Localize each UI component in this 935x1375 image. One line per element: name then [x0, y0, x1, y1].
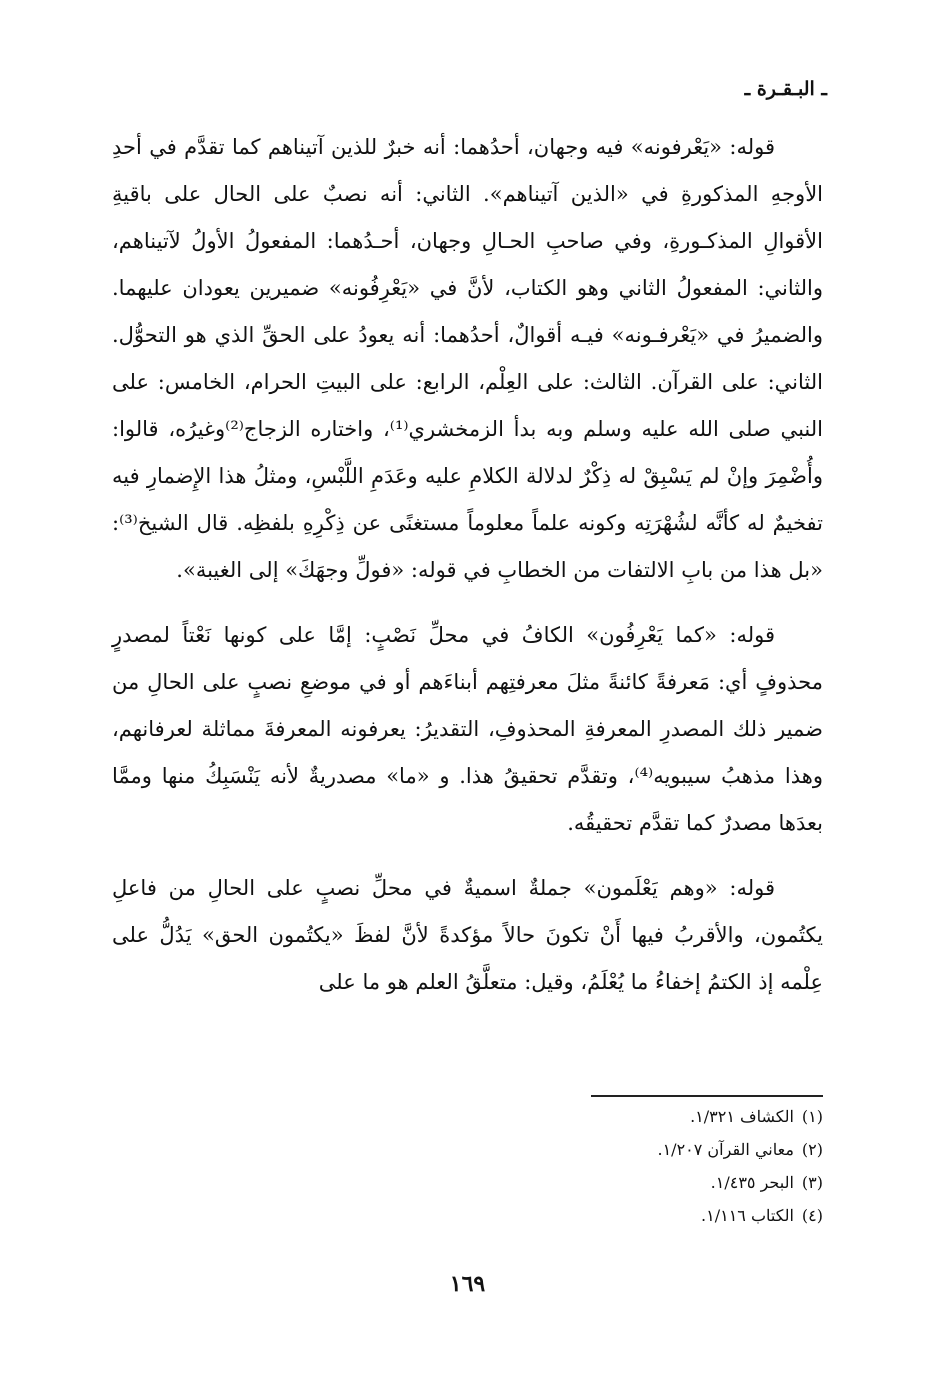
running-header: ـ البـقـرة ـ — [744, 78, 827, 100]
paragraph-1: قوله: «يَعْرفونه» فيه وجهان، أحدُهما: أنه خبرٌ للذين آتيناهم كما تقدَّم في أحدِ الأوجهِ المذكورةِ في «الذين آتيناهم». الثاني: أنه نصبٌ على الحال على باقيةِ الأقوالِ المذكـورةِ، وفي صاحبِ الحـالِ وجهان، أحـدُهما: المفعولُ الأولُ لآتيناهم، والثاني: المفعولُ الثاني وهو الكتاب، لأنَّ في «يَعْرِفُونه» ضميرين يعودان عليهما. والضميرُ في «يَعْرفـونه» فيـه أقوالٌ، أحدُهما: أنه يعودُ على الحقِّ الذي هو التحوُّل. الثاني: على القرآن. الثالث: على العِلْم، الرابع: على البيتِ الحرام، الخامس: على النبي صلى الله عليه وسلم وبه بدأ الزمخشري⁽¹⁾، واختاره الزجاج⁽²⁾وغيرُه، قالوا: وأُضْمِرَ وإنْ لم يَسْبِقْ له ذِكْرٌ لدلالة الكلامِ عليه وعَدَمِ اللَّبْسِ، ومثلُ هذا الإِضمارِ فيه تفخيمٌ له كأنَّه لشُهْرَتِه وكونه علماً معلوماً مستغنًى عن ذِكْرِهِ بلفظِه. قال الشيخ⁽³⁾: «بل هذا من بابِ الالتفات من الخطابِ في قوله: «فولِّ وجهَكَ» إلى الغيبة». — [112, 135, 823, 582]
paragraph-2: قوله: «كما يَعْرِفُون» الكافُ في محلِّ نَصْبٍ: إمَّا على كونها نَعْتاً لمصدرٍ محذوفٍ أي: مَعرفةً كائنةً مثلَ معرفتِهم أبناءَهم أو في موضعِ نصبٍ على الحالِ من ضمير ذلك المصدرِ المعرفةِ المحذوفِ، التقديرُ: يعرفونه المعرفةَ مماثلة لعرفانهم، وهذا مذهبُ سيبويه⁽⁴⁾، وتقدَّم تحقيقُ هذا. و «ما» مصدريةٌ لأنه يَنْسَبِكُ منها وممَّا بعدَها مصدرٌ كما تقدَّم تحقيقُه. — [112, 623, 823, 835]
footnote-4 — [657, 1199, 823, 1232]
footnote-number: (١) — [801, 1107, 823, 1126]
footnote-text: الكشاف ١/٣٢١. — [690, 1107, 794, 1126]
footnote-text: معاني القرآن ١/٢٠٧. — [657, 1140, 794, 1159]
footnote-3 — [657, 1166, 823, 1199]
paragraph-3: قوله: «وهم يَعْلَمون» جملةٌ اسميةٌ في محلِّ نصبٍ على الحالِ من فاعلِ يكتُمون، والأقربُ فيها أَنْ تكونَ حالاً مؤكدةً لأنَّ لفظَ «يكتُمون الحق» يَدُلُّ على عِلْمه إذ الكتمُ إخفاءُ ما يُعْلَمُ، وقيل: متعلَّقُ العلم هو ما على — [112, 876, 823, 994]
footnote-number: (٤) — [801, 1206, 823, 1225]
footnote-2 — [657, 1133, 823, 1166]
footnotes — [657, 1100, 823, 1232]
footnote-text: الكتاب ١/١١٦. — [701, 1206, 794, 1225]
footnote-number: (٢) — [801, 1140, 823, 1159]
main-text — [112, 124, 823, 1006]
footnote-number: (٣) — [801, 1173, 823, 1192]
footnote-text: البحر ١/٤٣٥. — [710, 1173, 794, 1192]
footnote-1 — [657, 1100, 823, 1133]
footnote-separator — [591, 1095, 823, 1097]
page-number: ١٦٩ — [449, 1271, 486, 1297]
